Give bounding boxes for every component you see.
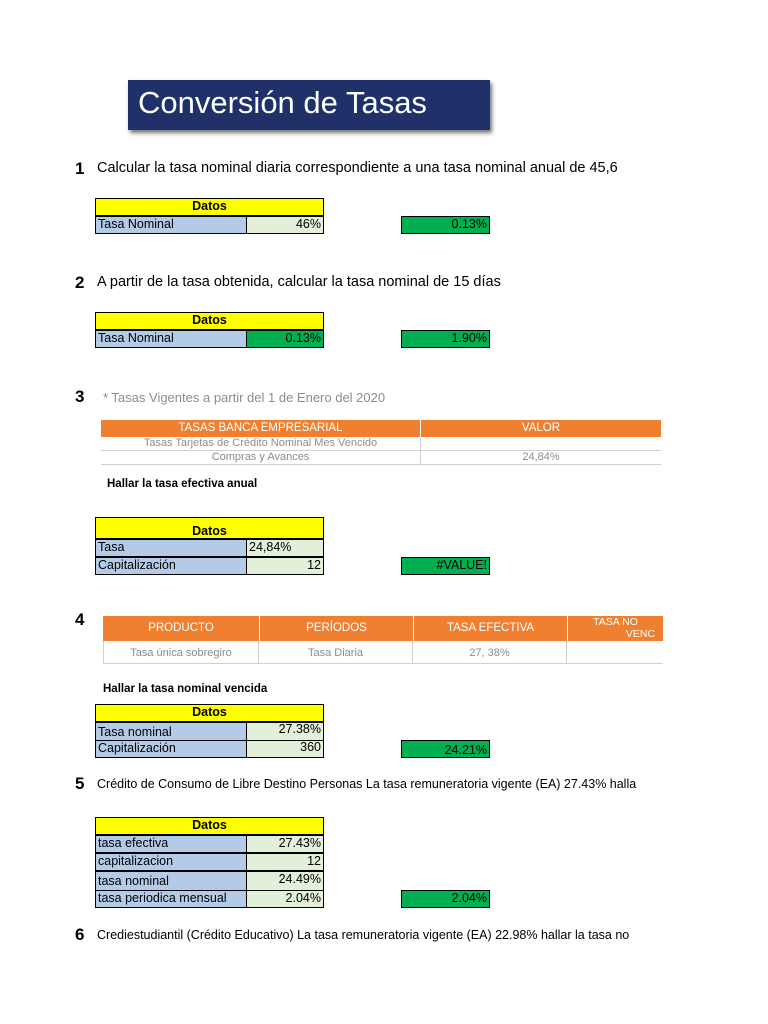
q4-table-header-periodos: PERÍODOS xyxy=(259,616,413,641)
q1-label-cell[interactable]: Tasa Nominal xyxy=(95,216,247,234)
q4-table-header-tasa-efectiva: TASA EFECTIVA xyxy=(413,616,567,641)
q5-result-cell[interactable]: 2.04% xyxy=(401,890,490,908)
q4-datos-header[interactable]: Datos xyxy=(95,704,324,722)
q5-value-cell-4[interactable]: 2.04% xyxy=(246,890,324,908)
q4-table-header-producto: PRODUCTO xyxy=(103,616,259,641)
question-text-2: A partir de la tasa obtenida, calcular la tasa nominal de 15 días xyxy=(97,274,501,290)
q3-table-row1-value xyxy=(420,437,661,451)
q4-table-header-tasa-nominal-line2: VENC xyxy=(625,628,656,640)
q3-table-header-col1: TASAS BANCA EMPRESARIAL xyxy=(101,420,420,437)
q3-table-row2-value: 24,84% xyxy=(420,451,661,465)
q5-label-cell-1[interactable]: tasa efectiva xyxy=(95,835,247,853)
q4-table-cell-tasa-efectiva: 27, 38% xyxy=(413,641,567,664)
q5-label-cell-2[interactable]: capitalizacion xyxy=(95,853,247,871)
q3-rates-table xyxy=(101,420,661,466)
question-number-4: 4 xyxy=(75,610,85,629)
q1-value-cell[interactable]: 46% xyxy=(246,216,324,234)
q1-result-cell[interactable]: 0.13% xyxy=(401,216,490,234)
q4-table-header-tasa-nominal-line1: TASA NO xyxy=(593,616,638,628)
q3-instruction: Hallar la tasa efectiva anual xyxy=(107,478,258,490)
question-text-1: Calcular la tasa nominal diaria correspondiente a una tasa nominal anual de 45,6 xyxy=(97,160,618,176)
question-number-6: 6 xyxy=(75,925,85,944)
q5-datos-header[interactable]: Datos xyxy=(95,817,324,835)
q2-result-cell[interactable]: 1.90% xyxy=(401,330,490,348)
q3-value-cell-2[interactable]: 12 xyxy=(246,557,324,575)
q4-label-cell-2[interactable]: Capitalización xyxy=(95,740,247,758)
q5-value-cell-2[interactable]: 12 xyxy=(246,853,324,871)
q5-label-cell-3[interactable]: tasa nominal xyxy=(95,871,247,891)
q3-label-cell-1[interactable]: Tasa xyxy=(95,539,247,557)
question-number-2: 2 xyxy=(75,273,85,292)
q3-table-row1: Tasas Tarjetas de Crédito Nominal Mes Vencido xyxy=(101,437,420,451)
q4-product-table xyxy=(103,616,663,664)
q4-table-cell-tasa-nominal xyxy=(567,641,663,664)
question-text-5: Crédito de Consumo de Libre Destino Personas La tasa remuneratoria vigente (EA) 27.43% halla xyxy=(97,777,637,791)
q3-table-header-col2: VALOR xyxy=(420,420,661,437)
q4-table-cell-periodos: Tasa Diaria xyxy=(259,641,413,664)
question-text-6: Crediestudiantil (Crédito Educativo) La tasa remuneratoria vigente (EA) 22.98% hallar la tasa no xyxy=(97,928,630,942)
question-number-5: 5 xyxy=(75,774,85,793)
q5-value-cell-1[interactable]: 27.43% xyxy=(246,835,324,853)
q4-result-cell[interactable]: 24.21% xyxy=(401,740,490,758)
q4-table-cell-producto: Tasa única sobregiro xyxy=(103,641,259,664)
q4-value-cell-2[interactable]: 360 xyxy=(246,740,324,758)
q2-datos-header[interactable]: Datos xyxy=(95,312,324,330)
q5-value-cell-3[interactable]: 24.49% xyxy=(246,871,324,891)
question-number-3: 3 xyxy=(75,387,85,406)
q1-datos-header[interactable]: Datos xyxy=(95,198,324,216)
q4-label-cell-1[interactable]: Tasa nominal xyxy=(95,722,247,742)
q2-label-cell[interactable]: Tasa Nominal xyxy=(95,330,247,348)
q3-datos-header[interactable]: Datos xyxy=(95,517,324,539)
q4-instruction: Hallar la tasa nominal vencida xyxy=(103,683,268,695)
q4-table-header-tasa-nominal xyxy=(567,616,663,641)
q3-note: * Tasas Vigentes a partir del 1 de Enero del 2020 xyxy=(103,390,386,405)
q5-label-cell-4[interactable]: tasa periodica mensual xyxy=(95,890,247,908)
q2-value-cell[interactable]: 0.13% xyxy=(246,330,324,348)
q4-value-cell-1[interactable]: 27.38% xyxy=(246,722,324,742)
q3-value-cell-1[interactable]: 24,84% xyxy=(246,539,324,557)
q3-table-row2-label: Compras y Avances xyxy=(101,451,420,465)
q3-result-cell[interactable]: #VALUE! xyxy=(401,557,490,575)
question-number-1: 1 xyxy=(75,159,85,178)
page-title: Conversión de Tasas xyxy=(128,80,490,130)
q3-label-cell-2[interactable]: Capitalización xyxy=(95,557,247,575)
